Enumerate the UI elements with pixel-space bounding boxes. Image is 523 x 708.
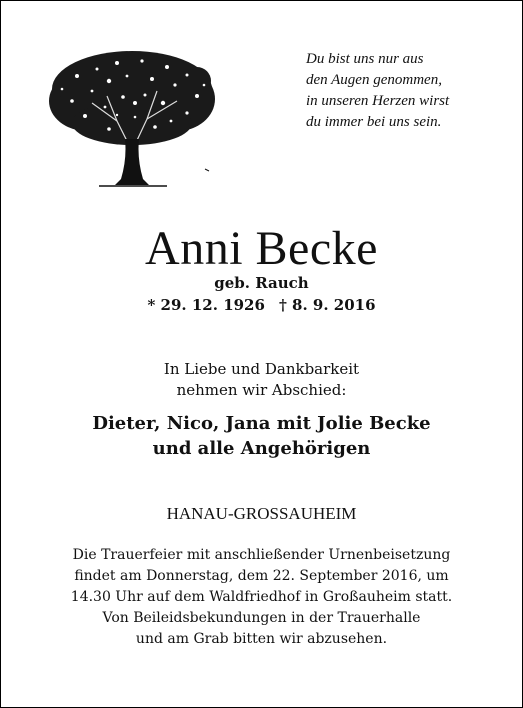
service-line: Von Beileidsbekundungen in der Trauerhalle — [102, 610, 421, 626]
poem-line: du immer bei uns sein. — [306, 114, 442, 130]
poem-line: in unseren Herzen wirst — [306, 93, 450, 109]
farewell-line: nehmen wir Abschied: — [176, 381, 347, 399]
mourners — [1, 411, 522, 461]
service-line: und am Grab bitten wir abzusehen. — [135, 631, 388, 647]
death-date: † 8. 9. 2016 — [278, 296, 376, 314]
poem — [306, 49, 449, 133]
farewell-line: In Liebe und Dankbarkeit — [163, 360, 360, 378]
mourners-line: Dieter, Nico, Jana mit Jolie Becke — [92, 413, 431, 434]
oak-tree-icon — [47, 41, 217, 191]
deceased-name: Anni Becke — [145, 222, 378, 275]
birth-date: * 29. 12. 1926 — [147, 296, 265, 314]
poem-line: den Augen genommen, — [306, 72, 442, 88]
place-name: HANAU-GROSSAUHEIM — [166, 504, 357, 523]
maiden-name: geb. Rauch — [214, 274, 309, 292]
mourners-line: und alle Angehörigen — [152, 438, 371, 459]
life-dates — [1, 296, 522, 314]
poem-line: Du bist uns nur aus — [306, 51, 424, 67]
farewell-text — [1, 359, 522, 401]
service-info — [1, 545, 522, 650]
service-line: findet am Donnerstag, dem 22. September 2016, um — [74, 568, 449, 584]
service-line: Die Trauerfeier mit anschließender Urnenbeisetzung — [72, 547, 451, 563]
service-line: 14.30 Uhr auf dem Waldfriedhof in Großauheim statt. — [70, 589, 453, 605]
